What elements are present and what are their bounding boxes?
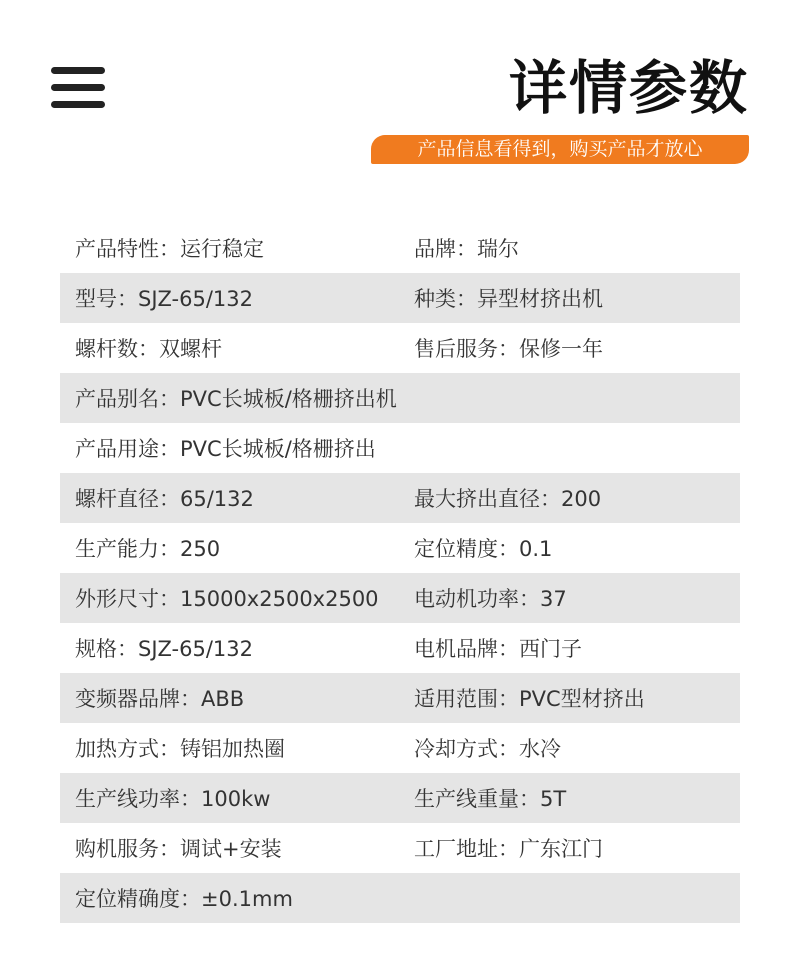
subtitle-banner: 产品信息看得到，购买产品才放心 [371, 135, 749, 164]
spec-cell-full: 定位精确度：±0.1mm [75, 887, 293, 911]
spec-row [60, 323, 740, 373]
spec-cell-left: 外形尺寸：15000x2500x2500 [75, 587, 379, 611]
spec-row [60, 373, 740, 423]
spec-cell-left: 购机服务：调试+安装 [75, 837, 282, 861]
spec-cell-left: 型号：SJZ-65/132 [75, 287, 253, 311]
spec-cell-left: 加热方式：铸铝加热圈 [75, 737, 285, 761]
menu-bar [51, 84, 105, 91]
spec-row [60, 523, 740, 573]
spec-cell-full: 产品用途：PVC长城板/格栅挤出 [75, 437, 376, 461]
spec-cell-right: 最大挤出直径：200 [414, 487, 602, 511]
spec-row [60, 573, 740, 623]
spec-cell-right: 电机品牌：西门子 [414, 637, 582, 661]
spec-cell-left: 规格：SJZ-65/132 [75, 637, 253, 661]
spec-row [60, 473, 740, 523]
spec-table [60, 223, 740, 923]
spec-row [60, 773, 740, 823]
spec-row [60, 223, 740, 273]
spec-cell-full: 产品别名：PVC长城板/格栅挤出机 [75, 387, 397, 411]
hamburger-menu-icon[interactable] [51, 67, 105, 109]
spec-cell-right: 工厂地址：广东江门 [414, 837, 603, 861]
spec-row [60, 873, 740, 923]
spec-cell-left: 生产能力：250 [75, 537, 221, 561]
spec-row [60, 723, 740, 773]
spec-row [60, 623, 740, 673]
spec-cell-right: 品牌：瑞尔 [414, 237, 519, 261]
spec-row [60, 423, 740, 473]
spec-cell-right: 冷却方式：水冷 [414, 737, 561, 761]
spec-cell-right: 种类：异型材挤出机 [414, 287, 603, 311]
spec-cell-right: 适用范围：PVC型材挤出 [414, 687, 645, 711]
spec-row [60, 273, 740, 323]
spec-row [60, 823, 740, 873]
menu-bar [51, 67, 105, 74]
spec-cell-left: 螺杆数：双螺杆 [75, 337, 222, 361]
spec-cell-right: 电动机功率：37 [414, 587, 567, 611]
spec-cell-left: 螺杆直径：65/132 [75, 487, 254, 511]
spec-row [60, 673, 740, 723]
spec-cell-right: 定位精度：0.1 [414, 537, 553, 561]
page-title: 详情参数 [508, 54, 749, 122]
spec-cell-left: 生产线功率：100kw [75, 787, 271, 811]
menu-bar [51, 101, 105, 108]
spec-cell-right: 生产线重量：5T [414, 787, 567, 811]
spec-cell-left: 变频器品牌：ABB [75, 687, 245, 711]
spec-cell-right: 售后服务：保修一年 [414, 337, 603, 361]
spec-cell-left: 产品特性：运行稳定 [75, 237, 264, 261]
